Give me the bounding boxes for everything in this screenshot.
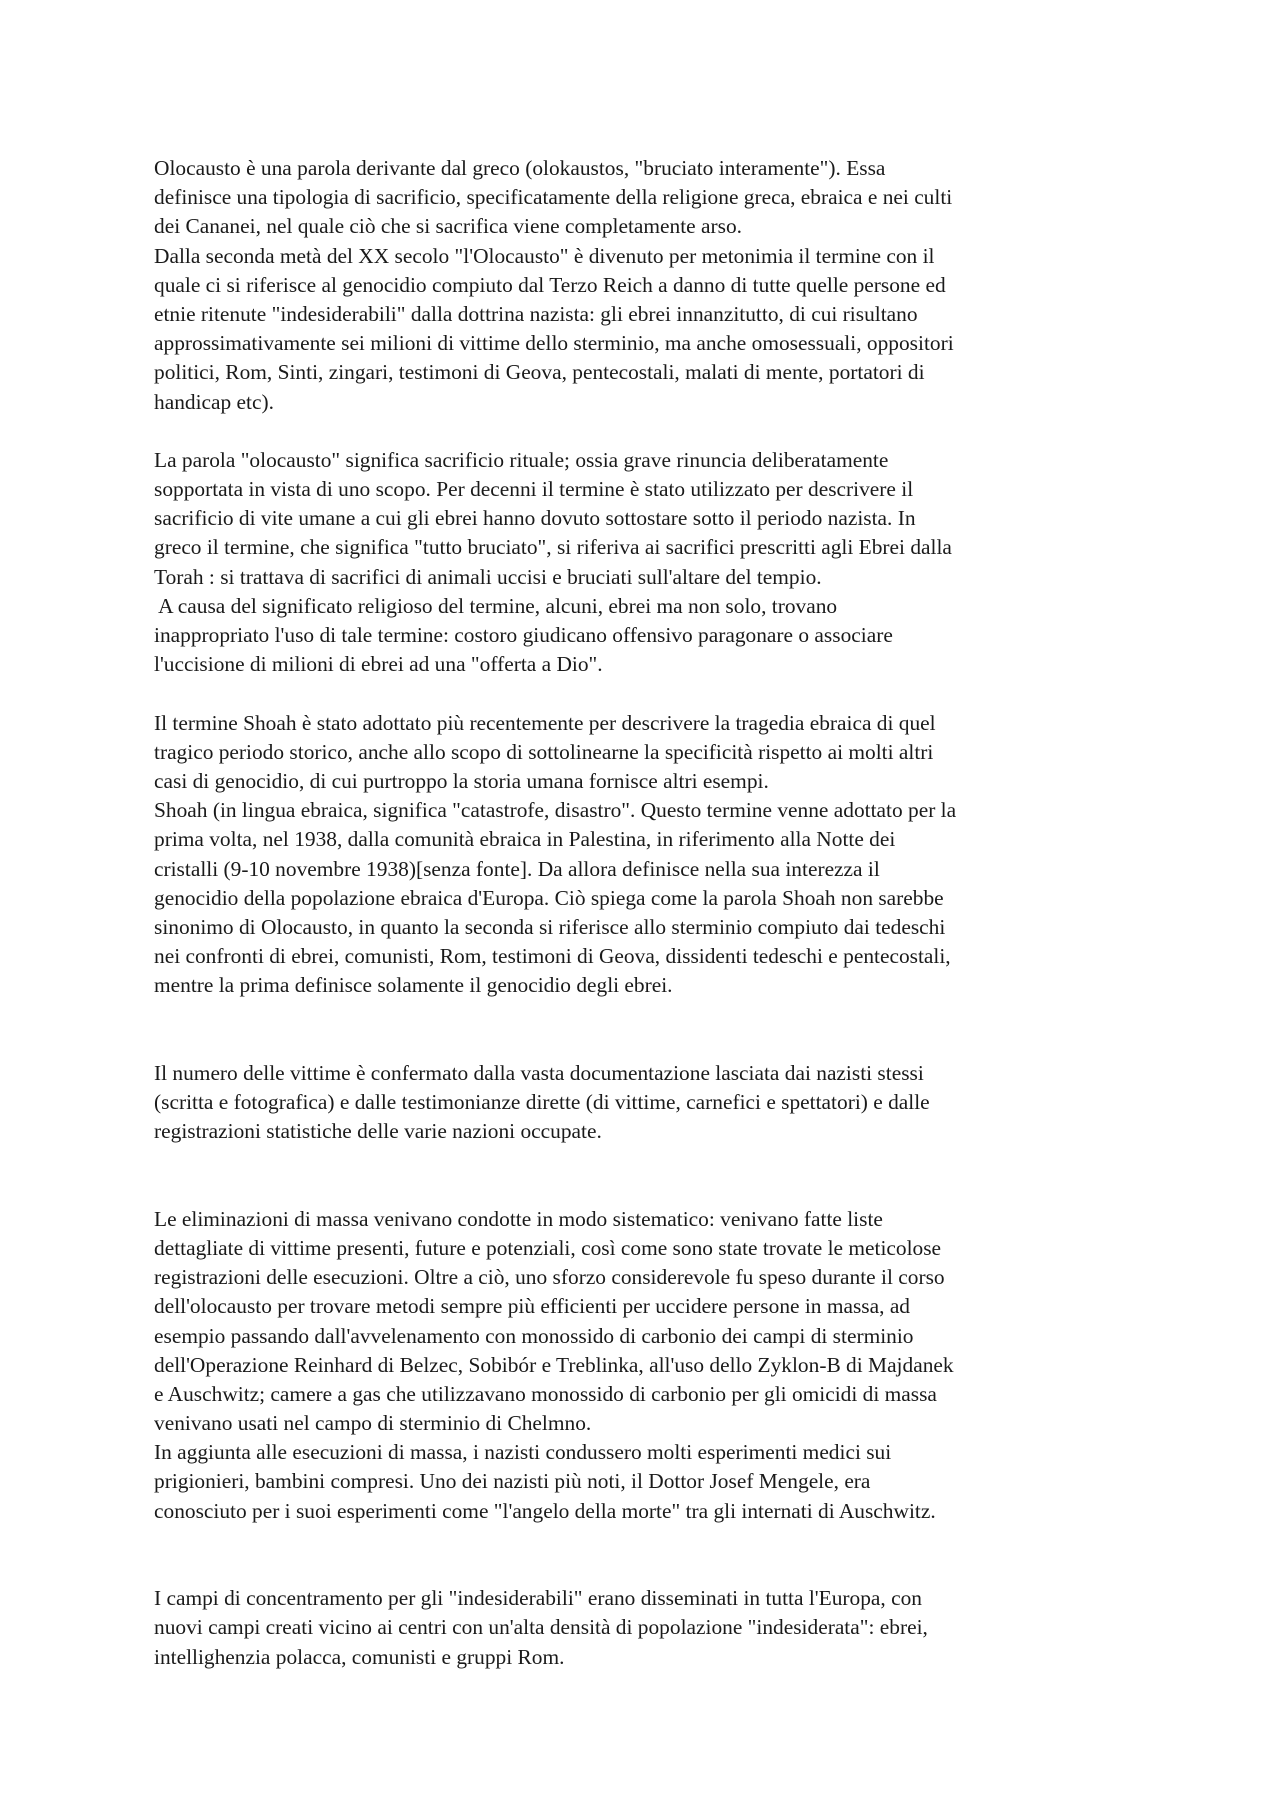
- paragraph-campi-concentramento: [154, 1584, 1144, 1672]
- text-line: Il termine Shoah è stato adottato più recentemente per descrivere la tragedia ebraica di quel: [154, 710, 936, 735]
- text-line: Olocausto è una parola derivante dal greco (olokaustos, "bruciato interamente"). Essa: [154, 156, 886, 180]
- paragraph-shoah: [154, 709, 1144, 1001]
- text-line: dettagliate di vittime presenti, future e potenziali, così come sono state trovate le meticolose: [154, 1235, 942, 1260]
- text-line: quale ci si riferisce al genocidio compiuto dal Terzo Reich a danno di tutte quelle persone ed: [154, 272, 946, 297]
- text-line: casi di genocidio, di cui purtroppo la storia umana fornisce altri esempi.: [154, 768, 769, 793]
- text-line: Il numero delle vittime è confermato dalla vasta documentazione lasciata dai nazisti stessi: [154, 1060, 924, 1085]
- text-line: venivano usati nel campo di sterminio di Chelmno.: [154, 1411, 592, 1436]
- paragraph-spacer: [154, 1526, 1144, 1555]
- paragraph-spacer: [154, 1030, 1144, 1059]
- text-line: mentre la prima definisce solamente il genocidio degli ebrei.: [154, 973, 673, 998]
- text-line: Dalla seconda metà del XX secolo "l'Olocausto" è divenuto per metonimia il termine con il: [154, 243, 935, 268]
- text-line: dell'olocausto per trovare metodi sempre più efficienti per uccidere persone in massa, ad: [154, 1294, 911, 1319]
- text-line: tragico periodo storico, anche allo scopo di sottolinearne la specificità rispetto ai molti altri: [154, 739, 934, 764]
- paragraph-spacer: [154, 1146, 1144, 1175]
- text-line: conosciuto per i suoi esperimenti come "l'angelo della morte" tra gli internati di Auschwitz.: [154, 1498, 936, 1523]
- paragraph-eliminazioni-massa: [154, 1205, 1144, 1526]
- text-line: prigionieri, bambini compresi. Uno dei nazisti più noti, il Dottor Josef Mengele, era: [154, 1469, 871, 1494]
- text-line: sopportata in vista di uno scopo. Per decenni il termine è stato utilizzato per descrivere il: [154, 477, 914, 502]
- paragraph-sacrificio-rituale: [154, 446, 1144, 680]
- text-line: approssimativamente sei milioni di vittime dello sterminio, ma anche omosessuali, oppositori: [154, 331, 954, 356]
- text-line: registrazioni statistiche delle varie nazioni occupate.: [154, 1119, 602, 1144]
- text-line: inappropriato l'uso di tale termine: costoro giudicano offensivo paragonare o associare: [154, 623, 893, 647]
- text-line: Torah : si trattava di sacrifici di animali uccisi e bruciati sull'altare del tempio.: [154, 564, 822, 589]
- text-line: intellighenzia polacca, comunisti e gruppi Rom.: [154, 1644, 565, 1669]
- text-line: esempio passando dall'avvelenamento con monossido di carbonio dei campi di sterminio: [154, 1323, 914, 1348]
- text-line: dei Cananei, nel quale ciò che si sacrifica viene completamente arso.: [154, 214, 742, 239]
- text-line: l'uccisione di milioni di ebrei ad una "offerta a Dio".: [154, 652, 603, 677]
- text-line: (scritta e fotografica) e dalle testimonianze dirette (di vittime, carnefici e spettatori) e dalle: [154, 1090, 930, 1114]
- document-body: [154, 154, 1144, 1672]
- text-line: I campi di concentramento per gli "indesiderabili" erano disseminati in tutta l'Europa, con: [154, 1586, 922, 1611]
- text-line: politici, Rom, Sinti, zingari, testimoni di Geova, pentecostali, malati di mente, portatori di: [154, 360, 925, 385]
- text-line: nuovi campi creati vicino ai centri con un'alta densità di popolazione "indesiderata": ebrei,: [154, 1615, 928, 1640]
- text-line: sacrificio di vite umane a cui gli ebrei hanno dovuto sottostare sotto il periodo nazista. In: [154, 506, 916, 531]
- text-line: nei confronti di ebrei, comunisti, Rom, testimoni di Geova, dissidenti tedeschi e pentecostali,: [154, 944, 951, 969]
- text-line: registrazioni delle esecuzioni. Oltre a ciò, uno sforzo considerevole fu speso durante il corso: [154, 1265, 945, 1290]
- text-line: La parola "olocausto" significa sacrificio rituale; ossia grave rinuncia deliberatamente: [154, 447, 889, 472]
- text-line: greco il termine, che significa "tutto bruciato", si riferiva ai sacrifici prescritti agli Ebrei dalla: [154, 535, 952, 560]
- paragraph-olocausto-definition: [154, 154, 1144, 417]
- paragraph-spacer: [154, 1555, 1144, 1584]
- paragraph-spacer: [154, 1000, 1144, 1029]
- text-line: etnie ritenute "indesiderabili" dalla dottrina nazista: gli ebrei innanzitutto, di cui risultano: [154, 301, 918, 326]
- text-line: sinonimo di Olocausto, in quanto la seconda si riferisce allo sterminio compiuto dai tedeschi: [154, 914, 946, 939]
- paragraph-spacer: [154, 1176, 1144, 1205]
- text-line: definisce una tipologia di sacrificio, specificatamente della religione greca, ebraica e nei culti: [154, 185, 953, 210]
- text-line: A causa del significato religioso del termine, alcuni, ebrei ma non solo, trovano: [154, 593, 838, 618]
- paragraph-spacer: [154, 417, 1144, 446]
- text-line: Shoah (in lingua ebraica, significa "catastrofe, disastro". Questo termine venne adottato per la: [154, 798, 957, 823]
- paragraph-numero-vittime: [154, 1059, 1144, 1147]
- text-line: cristalli (9-10 novembre 1938)[senza fonte]. Da allora definisce nella sua interezza il: [154, 856, 880, 881]
- paragraph-spacer: [154, 679, 1144, 708]
- text-line: In aggiunta alle esecuzioni di massa, i nazisti condussero molti esperimenti medici sui: [154, 1440, 892, 1465]
- text-line: dell'Operazione Reinhard di Belzec, Sobibór e Treblinka, all'uso dello Zyklon-B di Majdanek: [154, 1352, 954, 1377]
- text-line: genocidio della popolazione ebraica d'Europa. Ciò spiega come la parola Shoah non sarebbe: [154, 885, 944, 910]
- text-line: Le eliminazioni di massa venivano condotte in modo sistematico: venivano fatte liste: [154, 1206, 883, 1231]
- text-line: e Auschwitz; camere a gas che utilizzavano monossido di carbonio per gli omicidi di massa: [154, 1381, 937, 1406]
- text-line: prima volta, nel 1938, dalla comunità ebraica in Palestina, in riferimento alla Notte dei: [154, 827, 896, 852]
- text-line: handicap etc).: [154, 389, 274, 414]
